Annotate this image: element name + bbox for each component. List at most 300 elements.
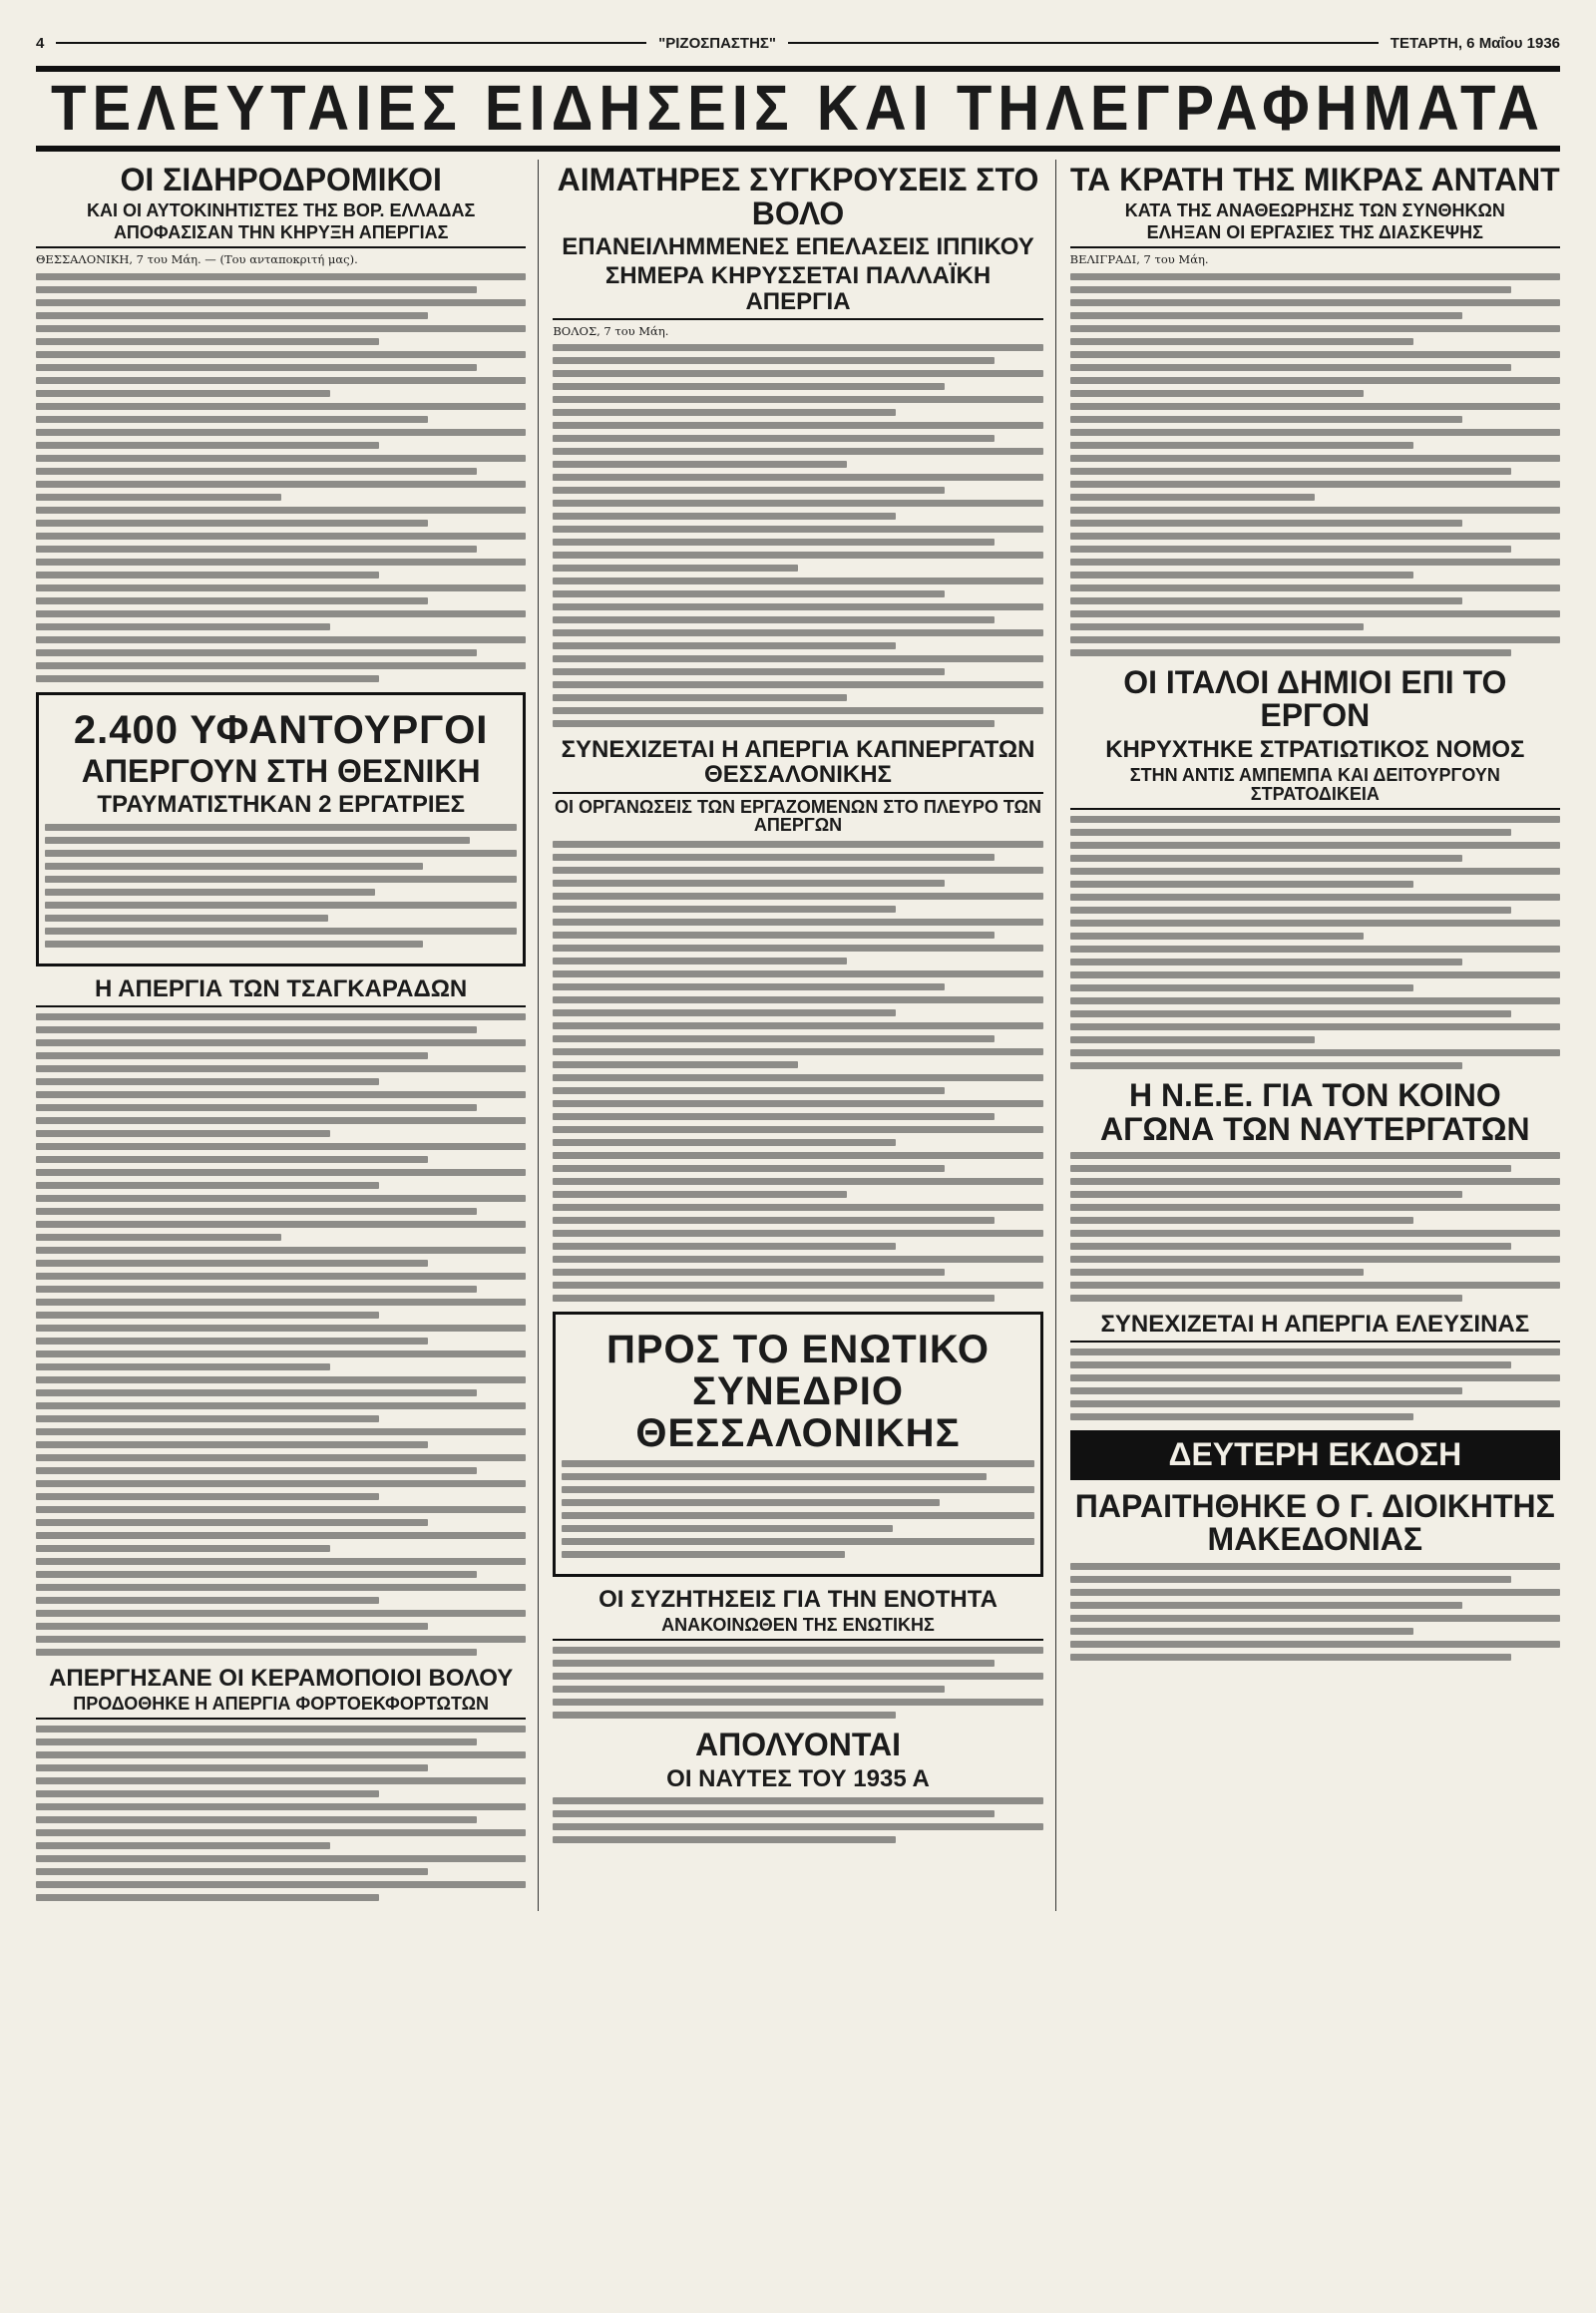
text-line bbox=[36, 1467, 477, 1474]
text-line bbox=[36, 1894, 379, 1901]
text-line bbox=[553, 1256, 1042, 1263]
article-subtitle: ΚΑΤΑ ΤΗΣ ΑΝΑΘΕΩΡΗΣΗΣ ΤΩΝ ΣΥΝΘΗΚΩΝ bbox=[1124, 199, 1505, 220]
article-title: ΟΙ ΙΤΑΛΟΙ ΔΗΜΙΟΙ ΕΠΙ ΤΟ ΕΡΓΟΝ bbox=[1123, 663, 1507, 734]
text-line bbox=[562, 1486, 1033, 1493]
text-line bbox=[562, 1460, 1033, 1467]
text-line bbox=[1070, 1349, 1560, 1355]
text-line bbox=[553, 603, 1042, 610]
article-title: ΣΥΝΕΧΙΖΕΤΑΙ Η ΑΠΕΡΓΙΑ ΕΛΕΥΣΙΝΑΣ bbox=[1070, 1312, 1560, 1343]
text-line bbox=[36, 377, 526, 384]
text-line bbox=[45, 915, 328, 922]
text-line bbox=[1070, 1654, 1511, 1661]
text-line bbox=[36, 1777, 526, 1784]
article bbox=[36, 692, 526, 966]
text-line bbox=[1070, 1049, 1560, 1056]
text-line bbox=[562, 1538, 1033, 1545]
text-line bbox=[36, 675, 379, 682]
text-line bbox=[553, 1230, 1042, 1237]
text-line bbox=[1070, 584, 1560, 591]
text-line bbox=[36, 1156, 428, 1163]
text-line bbox=[36, 1247, 526, 1254]
article-body bbox=[1070, 1349, 1560, 1420]
text-line bbox=[553, 1087, 945, 1094]
article bbox=[553, 1729, 1042, 1843]
text-line bbox=[1070, 468, 1511, 475]
text-line bbox=[553, 893, 1042, 900]
article-subtitle: ΚΑΙ ΟΙ ΑΥΤΟΚΙΝΗΤΙΣΤΕΣ ΤΗΣ ΒΟΡ. ΕΛΛΑΔΑΣ bbox=[87, 199, 476, 220]
article bbox=[1070, 1430, 1560, 1480]
article bbox=[36, 164, 526, 682]
text-line bbox=[553, 1074, 1042, 1081]
text-line bbox=[36, 1234, 281, 1241]
newspaper-name: "ΡΙΖΟΣΠΑΣΤΗΣ" bbox=[658, 34, 777, 52]
text-line bbox=[553, 1712, 896, 1719]
text-line bbox=[1070, 572, 1413, 578]
text-line bbox=[553, 1686, 945, 1693]
text-line bbox=[553, 513, 896, 520]
text-line bbox=[36, 1571, 477, 1578]
text-line bbox=[1070, 623, 1365, 630]
text-line bbox=[36, 520, 428, 527]
article-subsubtitle: ΑΠΟΦΑΣΙΣΑΝ ΤΗΝ ΚΗΡΥΞΗ ΑΠΕΡΓΙΑΣ bbox=[36, 223, 526, 248]
text-line bbox=[36, 1584, 526, 1591]
text-line bbox=[553, 1061, 798, 1068]
article-title: ΟΙ ΣΙΔΗΡΟΔΡΟΜΙΚΟΙ bbox=[120, 162, 442, 197]
text-line bbox=[1070, 816, 1560, 823]
text-line bbox=[36, 546, 477, 553]
text-line bbox=[1070, 1563, 1560, 1570]
text-line bbox=[1070, 1641, 1560, 1648]
text-line bbox=[1070, 636, 1560, 643]
article bbox=[1070, 1312, 1560, 1420]
text-line bbox=[36, 1428, 526, 1435]
text-line bbox=[553, 694, 847, 701]
text-line bbox=[1070, 442, 1413, 449]
text-line bbox=[36, 494, 281, 501]
text-line bbox=[553, 1204, 1042, 1211]
text-line bbox=[553, 1295, 994, 1302]
text-line bbox=[36, 1363, 330, 1370]
text-line bbox=[36, 584, 526, 591]
article-dateline: ΒΟΛΟΣ, 7 του Μάη. bbox=[553, 323, 669, 338]
text-line bbox=[36, 1402, 526, 1409]
text-line bbox=[1070, 971, 1560, 978]
text-line bbox=[36, 1545, 330, 1552]
article-body bbox=[45, 824, 517, 948]
text-line bbox=[1070, 1023, 1560, 1030]
text-line bbox=[562, 1525, 892, 1532]
text-line bbox=[36, 662, 526, 669]
text-line bbox=[553, 409, 896, 416]
article-title: ΑΠΟΛΥΟΝΤΑΙ bbox=[695, 1727, 901, 1763]
text-line bbox=[36, 1260, 428, 1267]
article-body bbox=[1070, 273, 1560, 656]
text-line bbox=[36, 1350, 526, 1357]
text-line bbox=[36, 1415, 379, 1422]
text-line bbox=[1070, 1256, 1560, 1263]
article bbox=[553, 1587, 1042, 1719]
article-title: ΟΙ ΣΥΖΗΤΗΣΕΙΣ ΓΙΑ ΤΗΝ ΕΝΟΤΗΤΑ bbox=[598, 1586, 998, 1614]
text-line bbox=[1070, 494, 1316, 501]
text-line bbox=[553, 474, 1042, 481]
column-3 bbox=[1070, 160, 1560, 1911]
article-title: ΑΙΜΑΤΗΡΕΣ ΣΥΓΚΡΟΥΣΕΙΣ ΣΤΟ ΒΟΛΟ bbox=[557, 162, 1039, 231]
article bbox=[1070, 1487, 1560, 1661]
text-line bbox=[36, 507, 526, 514]
text-line bbox=[36, 1636, 526, 1643]
text-line bbox=[36, 1751, 526, 1758]
text-line bbox=[36, 1597, 379, 1604]
text-line bbox=[1070, 455, 1560, 462]
text-line bbox=[553, 1823, 1042, 1830]
article-body bbox=[1070, 1152, 1560, 1302]
text-line bbox=[36, 481, 526, 488]
text-line bbox=[1070, 894, 1560, 901]
text-line bbox=[553, 448, 1042, 455]
text-line bbox=[553, 435, 994, 442]
text-line bbox=[553, 932, 994, 939]
text-line bbox=[553, 1165, 945, 1172]
text-line bbox=[36, 468, 477, 475]
text-line bbox=[1070, 1191, 1462, 1198]
text-line bbox=[36, 338, 379, 345]
text-line bbox=[45, 850, 517, 857]
article-subtitle: ΟΙ ΝΑΥΤΕΣ ΤΟΥ 1935 Α bbox=[666, 1764, 930, 1792]
text-line bbox=[36, 1506, 526, 1513]
text-line bbox=[1070, 351, 1560, 358]
article bbox=[553, 164, 1042, 727]
text-line bbox=[36, 1052, 428, 1059]
text-line bbox=[36, 1623, 428, 1630]
text-line bbox=[1070, 997, 1560, 1004]
text-line bbox=[553, 720, 994, 727]
text-line bbox=[553, 906, 896, 913]
text-line bbox=[1070, 842, 1560, 849]
text-line bbox=[1070, 1400, 1560, 1407]
text-line bbox=[36, 1881, 526, 1888]
article-subsubtitle: ΣΤΗΝ ΑΝΤΙΣ ΑΜΠΕΜΠΑ ΚΑΙ ΔΕΙΤΟΥΡΓΟΥΝ ΣΤΡΑΤΟΔΙΚΕΙΑ bbox=[1070, 766, 1560, 810]
article-title: Η Ν.Ε.Ε. ΓΙΑ ΤΟΝ ΚΟΙΝΟ ΑΓΩΝΑ ΤΩΝ ΝΑΥΤΕΡΓΑΤΩΝ bbox=[1100, 1076, 1530, 1147]
text-line bbox=[36, 623, 330, 630]
text-line bbox=[45, 863, 423, 870]
text-line bbox=[553, 590, 945, 597]
text-line bbox=[1070, 299, 1560, 306]
article bbox=[1070, 663, 1560, 1069]
article-subtitle: ΑΝΑΚΟΙΝΩΘΕΝ ΤΗΣ ΕΝΩΤΙΚΗΣ bbox=[553, 1616, 1042, 1641]
text-line bbox=[36, 1649, 477, 1656]
text-line bbox=[553, 1660, 994, 1667]
text-line bbox=[36, 390, 330, 397]
article-title: Η ΑΠΕΡΓΙΑ ΤΩΝ ΤΣΑΓΚΑΡΑΔΩΝ bbox=[36, 976, 526, 1007]
text-line bbox=[1070, 507, 1560, 514]
text-line bbox=[36, 273, 526, 280]
article-dateline: ΘΕΣΣΑΛΟΝΙΚΗ, 7 του Μάη. — (Του ανταποκριτή μας). bbox=[36, 252, 358, 267]
text-line bbox=[553, 370, 1042, 377]
text-line bbox=[1070, 610, 1560, 617]
article bbox=[553, 1312, 1042, 1577]
text-line bbox=[36, 364, 477, 371]
text-line bbox=[36, 1868, 428, 1875]
text-line bbox=[36, 1816, 477, 1823]
text-line bbox=[1070, 1204, 1560, 1211]
text-line bbox=[36, 1065, 526, 1072]
text-line bbox=[36, 442, 379, 449]
text-line bbox=[553, 681, 1042, 688]
article bbox=[36, 976, 526, 1656]
text-line bbox=[36, 351, 526, 358]
article bbox=[1070, 1076, 1560, 1302]
text-line bbox=[1070, 1152, 1560, 1159]
columns bbox=[36, 160, 1560, 1911]
text-line bbox=[553, 880, 945, 887]
text-line bbox=[1070, 829, 1511, 836]
text-line bbox=[36, 1790, 379, 1797]
text-line bbox=[36, 1480, 526, 1487]
text-line bbox=[1070, 1217, 1413, 1224]
article-title: 2.400 ΥΦΑΝΤΟΥΡΓΟΙ bbox=[73, 707, 489, 752]
text-line bbox=[1070, 1010, 1511, 1017]
article-body bbox=[1070, 1563, 1560, 1661]
text-line bbox=[553, 1009, 896, 1016]
text-line bbox=[36, 1208, 477, 1215]
text-line bbox=[1070, 946, 1560, 953]
article-title: ΔΕΥΤΕΡΗ ΕΚΔΟΣΗ bbox=[1070, 1430, 1560, 1480]
text-line bbox=[553, 1282, 1042, 1289]
text-line bbox=[36, 325, 526, 332]
text-line bbox=[36, 312, 428, 319]
main-headline-bar bbox=[36, 66, 1560, 152]
text-line bbox=[1070, 364, 1511, 371]
text-line bbox=[1070, 1269, 1365, 1276]
text-line bbox=[553, 1810, 994, 1817]
text-line bbox=[36, 1286, 477, 1293]
article-body bbox=[36, 273, 526, 682]
text-line bbox=[45, 889, 375, 896]
text-line bbox=[1070, 855, 1462, 862]
text-line bbox=[1070, 286, 1511, 293]
text-line bbox=[36, 416, 428, 423]
article-dateline: ΒΕΛΙΓΡΑΔΙ, 7 του Μάη. bbox=[1069, 252, 1209, 267]
text-line bbox=[553, 1673, 1042, 1680]
text-line bbox=[553, 629, 1042, 636]
text-line bbox=[1070, 1062, 1462, 1069]
main-headline: ΤΕΛΕΥΤΑΙΕΣ ΕΙΔΗΣΕΙΣ ΚΑΙ ΤΗΛΕΓΡΑΦΗΜΑΤΑ bbox=[51, 72, 1545, 145]
issue-date: ΤΕΤΑΡΤΗ, 6 Μαΐου 1936 bbox=[1390, 34, 1561, 52]
text-line bbox=[562, 1473, 987, 1480]
page-number: 4 bbox=[36, 34, 45, 52]
text-line bbox=[36, 1312, 379, 1319]
text-line bbox=[1070, 338, 1413, 345]
text-line bbox=[36, 1325, 526, 1332]
text-line bbox=[553, 1217, 994, 1224]
text-line bbox=[1070, 1615, 1560, 1622]
text-line bbox=[1070, 390, 1365, 397]
text-line bbox=[45, 824, 517, 831]
article-subtitle: ΟΙ ΟΡΓΑΝΩΣΕΙΣ ΤΩΝ ΕΡΓΑΖΟΜΕΝΩΝ ΣΤΟ ΠΛΕΥΡΟ ΤΩΝ ΑΠΕΡΓΩΝ bbox=[555, 796, 1041, 836]
text-line bbox=[36, 1182, 379, 1189]
text-line bbox=[1070, 1589, 1560, 1596]
article-subsubtitle: ΣΗΜΕΡΑ ΚΗΡΥΣΣΕΤΑΙ ΠΑΛΛΑΪΚΗ ΑΠΕΡΓΙΑ bbox=[553, 263, 1042, 319]
text-line bbox=[1070, 984, 1413, 991]
text-line bbox=[36, 1829, 526, 1836]
text-line bbox=[36, 1842, 330, 1849]
article-body bbox=[553, 1797, 1042, 1843]
text-line bbox=[36, 1143, 526, 1150]
text-line bbox=[553, 996, 1042, 1003]
text-line bbox=[45, 902, 517, 909]
article-subsubtitle: ΤΡΑΥΜΑΤΙΣΤΗΚΑΝ 2 ΕΡΓΑΤΡΙΕΣ bbox=[97, 791, 466, 819]
text-line bbox=[1070, 933, 1365, 940]
text-line bbox=[1070, 907, 1511, 914]
text-line bbox=[553, 1699, 1042, 1706]
article-body bbox=[36, 1013, 526, 1656]
text-line bbox=[36, 1855, 526, 1862]
text-line bbox=[36, 403, 526, 410]
article-body bbox=[553, 1647, 1042, 1719]
text-line bbox=[36, 1519, 428, 1526]
article-body bbox=[36, 1726, 526, 1901]
text-line bbox=[553, 1797, 1042, 1804]
text-line bbox=[1070, 1413, 1413, 1420]
text-line bbox=[553, 970, 1042, 977]
column-2 bbox=[553, 160, 1055, 1911]
text-line bbox=[36, 649, 477, 656]
text-line bbox=[36, 1117, 526, 1124]
text-line bbox=[45, 928, 517, 935]
text-line bbox=[553, 854, 994, 861]
text-line bbox=[1070, 559, 1560, 566]
text-line bbox=[553, 958, 847, 964]
text-line bbox=[36, 299, 526, 306]
text-line bbox=[553, 1100, 1042, 1107]
text-line bbox=[553, 919, 1042, 926]
text-line bbox=[36, 1130, 330, 1137]
text-line bbox=[1070, 1374, 1560, 1381]
text-line bbox=[1070, 520, 1462, 527]
text-line bbox=[553, 655, 1042, 662]
text-line bbox=[1070, 1361, 1511, 1368]
text-line bbox=[553, 1152, 1042, 1159]
text-line bbox=[36, 1039, 526, 1046]
text-line bbox=[562, 1499, 940, 1506]
text-line bbox=[553, 461, 847, 468]
article-title: ΠΑΡΑΙΤΗΘΗΚΕ Ο Γ. ΔΙΟΙΚΗΤΗΣ ΜΑΚΕΔΟΝΙΑΣ bbox=[1074, 1487, 1555, 1558]
text-line bbox=[553, 1836, 896, 1843]
text-line bbox=[553, 1647, 1042, 1654]
text-line bbox=[553, 983, 945, 990]
text-line bbox=[1070, 868, 1560, 875]
text-line bbox=[553, 841, 1042, 848]
text-line bbox=[36, 1026, 477, 1033]
text-line bbox=[36, 533, 526, 540]
text-line bbox=[36, 1532, 526, 1539]
text-line bbox=[36, 1441, 428, 1448]
text-line bbox=[1070, 920, 1560, 927]
text-line bbox=[553, 1048, 1042, 1055]
text-line bbox=[1070, 1165, 1511, 1172]
text-line bbox=[36, 1273, 526, 1280]
text-line bbox=[45, 941, 423, 948]
article-body bbox=[562, 1460, 1033, 1558]
article-subtitle: ΑΠΕΡΓΟΥΝ ΣΤΗ ΘΕΣΝΙΚΗ bbox=[81, 752, 481, 789]
text-line bbox=[1070, 377, 1560, 384]
column-1 bbox=[36, 160, 539, 1911]
article-title: ΑΠΕΡΓΗΣΑΝΕ ΟΙ ΚΕΡΑΜΟΠΟΙΟΙ ΒΟΛΟΥ bbox=[49, 1664, 514, 1692]
text-line bbox=[553, 357, 994, 364]
article-title: ΤΑ ΚΡΑΤΗ ΤΗΣ ΜΙΚΡΑΣ ΑΝΤΑΝΤ bbox=[1069, 162, 1560, 197]
text-line bbox=[36, 1195, 526, 1202]
text-line bbox=[1070, 1282, 1560, 1289]
text-line bbox=[1070, 597, 1462, 604]
text-line bbox=[1070, 1387, 1462, 1394]
running-header bbox=[36, 28, 1560, 58]
article-body bbox=[553, 344, 1042, 727]
text-line bbox=[36, 1610, 526, 1617]
text-line bbox=[553, 539, 994, 546]
text-line bbox=[553, 565, 798, 572]
text-line bbox=[553, 707, 1042, 714]
text-line bbox=[553, 945, 1042, 952]
article-title: ΣΥΝΕΧΙΖΕΤΑΙ Η ΑΠΕΡΓΙΑ ΚΑΠΝΕΡΓΑΤΩΝ ΘΕΣΣΑΛΟΝΙΚΗΣ bbox=[553, 737, 1042, 793]
text-line bbox=[553, 1178, 1042, 1185]
text-line bbox=[1070, 959, 1462, 965]
text-line bbox=[553, 487, 945, 494]
text-line bbox=[553, 396, 1042, 403]
article-subtitle: ΕΠΑΝΕΙΛΗΜΜΕΝΕΣ ΕΠΕΛΑΣΕΙΣ ΙΠΠΙΚΟΥ bbox=[562, 233, 1034, 261]
text-line bbox=[1070, 1230, 1560, 1237]
text-line bbox=[36, 1299, 526, 1306]
text-line bbox=[45, 876, 517, 883]
text-line bbox=[36, 1078, 379, 1085]
text-line bbox=[1070, 273, 1560, 280]
article-body bbox=[553, 841, 1042, 1302]
text-line bbox=[553, 500, 1042, 507]
text-line bbox=[1070, 881, 1413, 888]
text-line bbox=[1070, 1628, 1413, 1635]
text-line bbox=[553, 1126, 1042, 1133]
text-line bbox=[553, 526, 1042, 533]
text-line bbox=[36, 1454, 526, 1461]
text-line bbox=[1070, 416, 1462, 423]
text-line bbox=[36, 1013, 526, 1020]
text-line bbox=[553, 642, 896, 649]
text-line bbox=[1070, 312, 1462, 319]
text-line bbox=[553, 552, 1042, 559]
text-line bbox=[553, 1022, 1042, 1029]
text-line bbox=[1070, 533, 1560, 540]
text-line bbox=[36, 1376, 526, 1383]
text-line bbox=[36, 572, 379, 578]
article-subtitle: ΚΗΡΥΧΤΗΚΕ ΣΤΡΑΤΙΩΤΙΚΟΣ ΝΟΜΟΣ bbox=[1105, 735, 1525, 763]
text-line bbox=[36, 1389, 477, 1396]
article-body bbox=[1070, 816, 1560, 1069]
text-line bbox=[562, 1512, 1033, 1519]
text-line bbox=[553, 1269, 945, 1276]
article-subtitle: ΠΡΟΔΟΘΗΚΕ Η ΑΠΕΡΓΙΑ ΦΟΡΤΟΕΚΦΟΡΤΩΤΩΝ bbox=[36, 1695, 526, 1720]
text-line bbox=[1070, 1036, 1316, 1043]
text-line bbox=[45, 837, 470, 844]
text-line bbox=[1070, 1602, 1462, 1609]
text-line bbox=[36, 1726, 526, 1733]
text-line bbox=[36, 1764, 428, 1771]
text-line bbox=[553, 1139, 896, 1146]
article bbox=[553, 737, 1042, 1302]
text-line bbox=[36, 1091, 526, 1098]
text-line bbox=[36, 559, 526, 566]
text-line bbox=[1070, 325, 1560, 332]
text-line bbox=[1070, 481, 1560, 488]
text-line bbox=[36, 1803, 526, 1810]
